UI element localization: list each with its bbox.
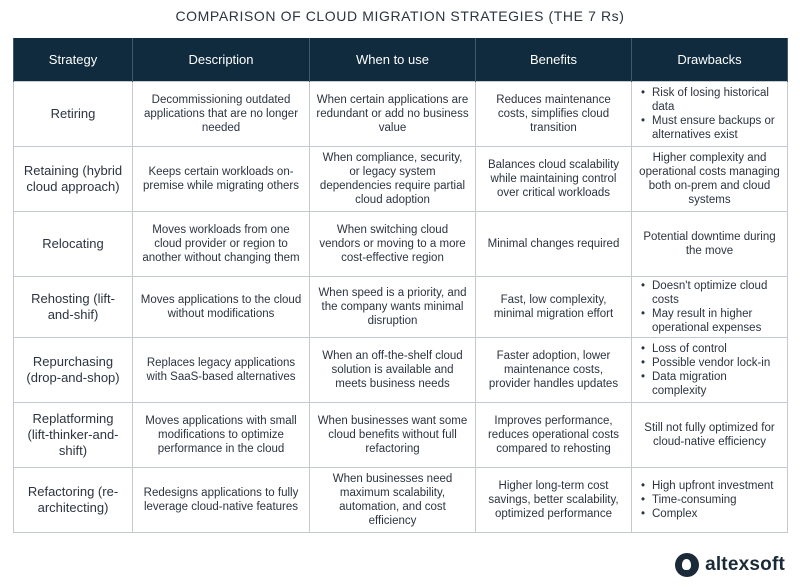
benefits-cell: Balances cloud scalability while maintaining control over critical workloads: [476, 147, 632, 212]
drawback-item: • Loss of control: [652, 342, 781, 356]
drawbacks-cell: [632, 468, 788, 533]
comparison-table: [13, 38, 788, 533]
header-when-to-use: When to use: [310, 38, 476, 82]
logo-text: altexsoft: [705, 554, 785, 575]
header-row: [14, 38, 788, 82]
header-strategy: Strategy: [14, 38, 133, 82]
when-to-use-cell: When speed is a priority, and the company wants minimal disruption: [310, 277, 476, 338]
when-to-use-cell: When an off-the-shelf cloud solution is available and meets business needs: [310, 338, 476, 403]
table-row: [14, 403, 788, 468]
when-to-use-cell: When switching cloud vendors or moving to a more cost-effective region: [310, 212, 476, 277]
drawbacks-list: [640, 279, 781, 335]
altexsoft-logo: [675, 553, 785, 577]
benefits-cell: Minimal changes required: [476, 212, 632, 277]
description-cell: Replaces legacy applications with SaaS-based alternatives: [133, 338, 310, 403]
description-cell: Moves applications to the cloud without modifications: [133, 277, 310, 338]
when-to-use-cell: When businesses want some cloud benefits without full refactoring: [310, 403, 476, 468]
description-cell: Redesigns applications to fully leverage cloud-native features: [133, 468, 310, 533]
drawbacks-cell: [632, 82, 788, 147]
table-row: [14, 212, 788, 277]
header-description: Description: [133, 38, 310, 82]
drawback-item: • Must ensure backups or alternatives exist: [652, 114, 781, 142]
drawback-item: • Possible vendor lock-in: [652, 356, 781, 370]
drawbacks-list: [640, 342, 781, 398]
drawbacks-cell: [632, 338, 788, 403]
description-cell: Decommissioning outdated applications that are no longer needed: [133, 82, 310, 147]
drawbacks-cell: Still not fully optimized for cloud-native efficiency: [632, 403, 788, 468]
strategy-cell: Refactoring (re-architecting): [14, 468, 133, 533]
drawbacks-list: [640, 86, 781, 142]
table-row: [14, 277, 788, 338]
description-cell: Moves applications with small modifications to optimize performance in the cloud: [133, 403, 310, 468]
header-drawbacks: Drawbacks: [632, 38, 788, 82]
benefits-cell: Fast, low complexity, minimal migration effort: [476, 277, 632, 338]
description-cell: Moves workloads from one cloud provider or region to another without changing them: [133, 212, 310, 277]
when-to-use-cell: When businesses need maximum scalability, automation, and cost efficiency: [310, 468, 476, 533]
drawbacks-cell: [632, 277, 788, 338]
header-benefits: Benefits: [476, 38, 632, 82]
drawback-item: • Complex: [652, 507, 781, 521]
altexsoft-logo-icon: [675, 553, 699, 577]
drawback-item: • Risk of losing historical data: [652, 86, 781, 114]
benefits-cell: Higher long-term cost savings, better scalability, optimized performance: [476, 468, 632, 533]
drawback-item: • May result in higher operational expenses: [652, 307, 781, 335]
table-row: [14, 147, 788, 212]
drawbacks-cell: Potential downtime during the move: [632, 212, 788, 277]
benefits-cell: Reduces maintenance costs, simplifies cloud transition: [476, 82, 632, 147]
strategy-cell: Retaining (hybrid cloud approach): [14, 147, 133, 212]
strategy-cell: Rehosting (lift-and-shif): [14, 277, 133, 338]
drawback-item: • Time-consuming: [652, 493, 781, 507]
table-row: [14, 338, 788, 403]
drawback-item: • Doesn't optimize cloud costs: [652, 279, 781, 307]
strategy-cell: Retiring: [14, 82, 133, 147]
when-to-use-cell: When compliance, security, or legacy system dependencies require partial cloud adoption: [310, 147, 476, 212]
drawbacks-list: [640, 479, 781, 521]
table-row: [14, 82, 788, 147]
drawback-item: • Data migration complexity: [652, 370, 781, 398]
strategy-cell: Replatforming (lift-thinker-and-shift): [14, 403, 133, 468]
benefits-cell: Faster adoption, lower maintenance costs, provider handles updates: [476, 338, 632, 403]
drawback-item: • High upfront investment: [652, 479, 781, 493]
strategy-cell: Repurchasing (drop-and-shop): [14, 338, 133, 403]
page-title: COMPARISON OF CLOUD MIGRATION STRATEGIES (THE 7 Rs): [175, 8, 625, 24]
description-cell: Keeps certain workloads on-premise while migrating others: [133, 147, 310, 212]
benefits-cell: Improves performance, reduces operational costs compared to rehosting: [476, 403, 632, 468]
table-row: [14, 468, 788, 533]
when-to-use-cell: When certain applications are redundant or add no business value: [310, 82, 476, 147]
strategy-cell: Relocating: [14, 212, 133, 277]
drawbacks-cell: Higher complexity and operational costs managing both on-prem and cloud systems: [632, 147, 788, 212]
